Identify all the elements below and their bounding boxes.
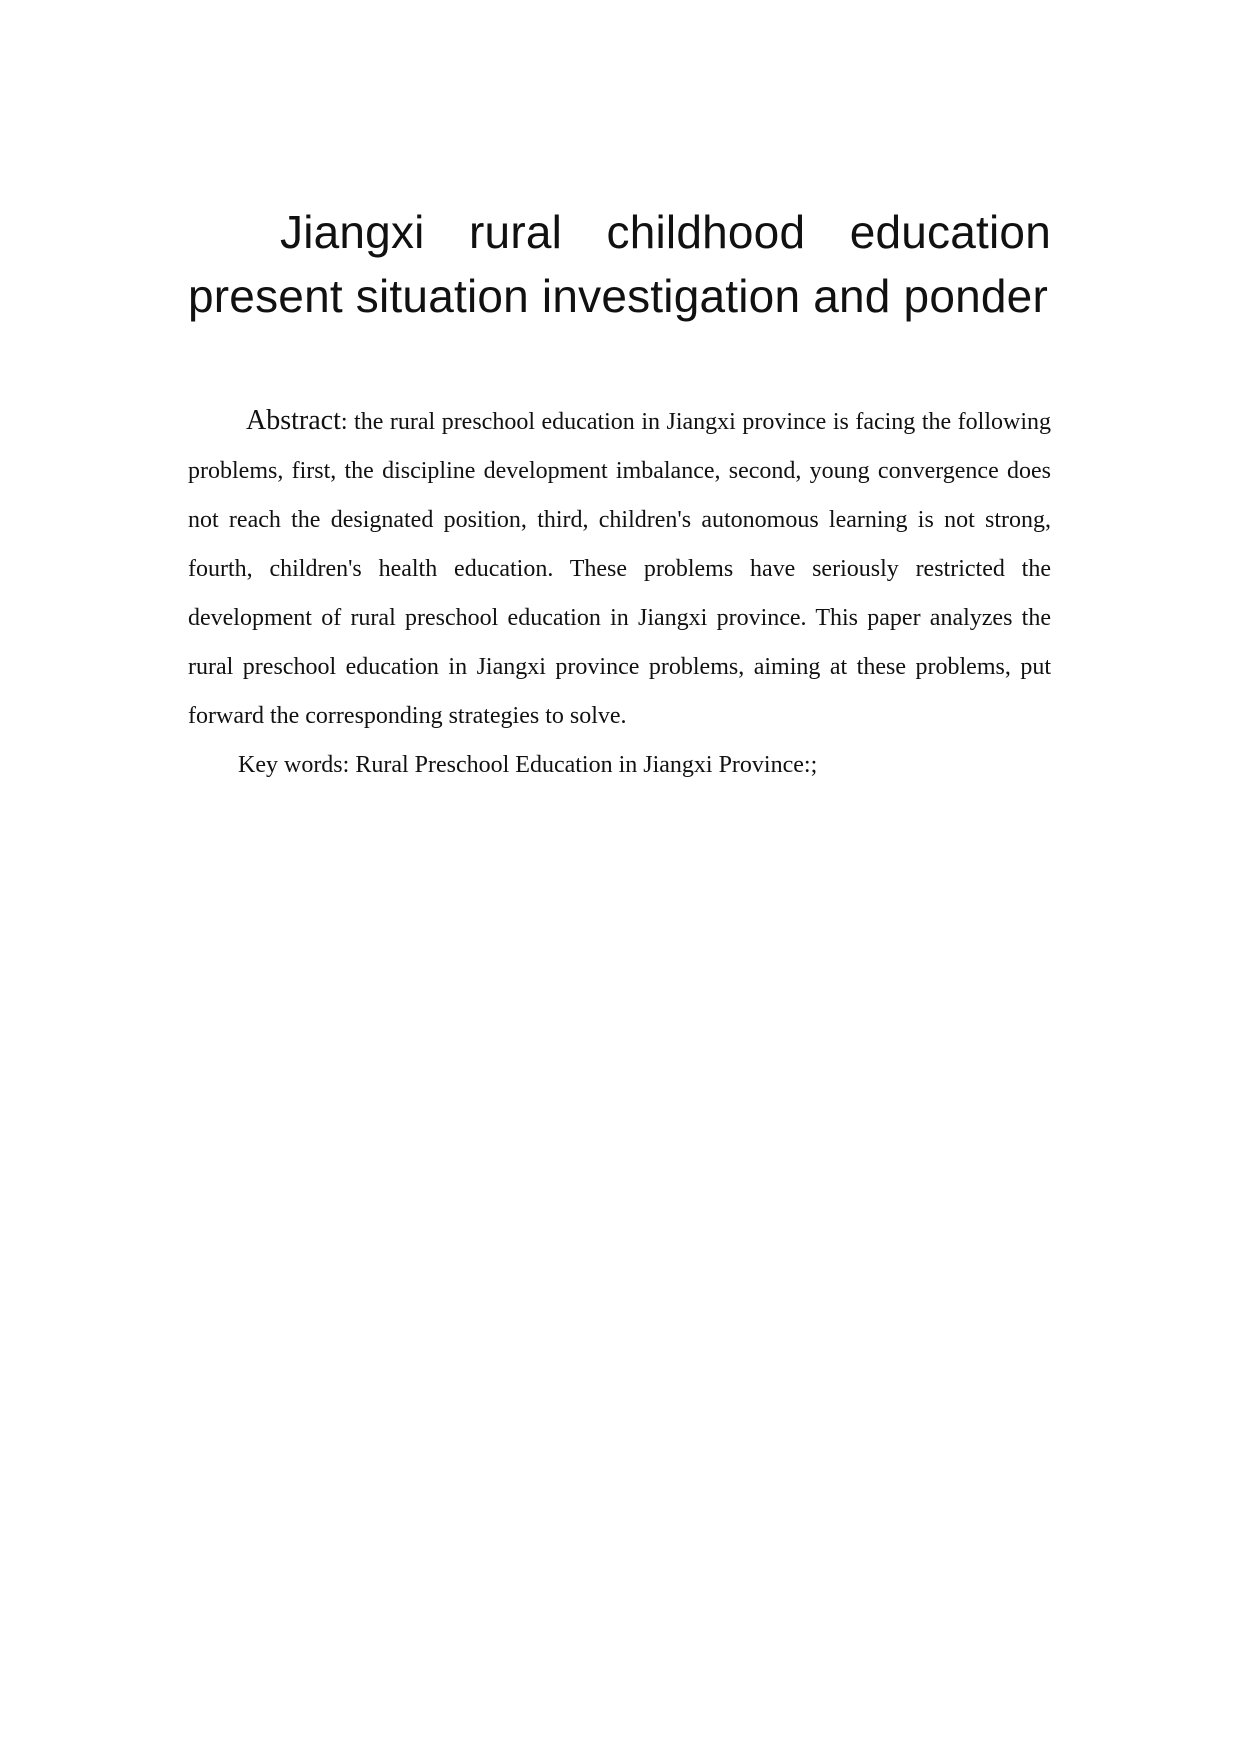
paper-title: Jiangxi rural childhood education present situation investigation and ponder: [188, 206, 1051, 322]
abstract-text: : the rural preschool education in Jiangxi province is facing the following problems, first, the discipline development imbalance, second, young convergence does not reach the designated position, third, children's autonomous learning is not strong, fourth, children's health education. These problems have seriously restricted the development of rural preschool education in Jiangxi province. This paper analyzes the rural preschool education in Jiangxi province problems, aiming at these problems, put forward the corresponding strategies to solve.: [188, 409, 1051, 729]
abstract-paragraph: [188, 396, 1051, 741]
page-content: [188, 200, 1051, 814]
abstract-label: Abstract: [246, 405, 341, 436]
keywords-line: Key words: Rural Preschool Education in Jiangxi Province:;: [238, 752, 818, 778]
